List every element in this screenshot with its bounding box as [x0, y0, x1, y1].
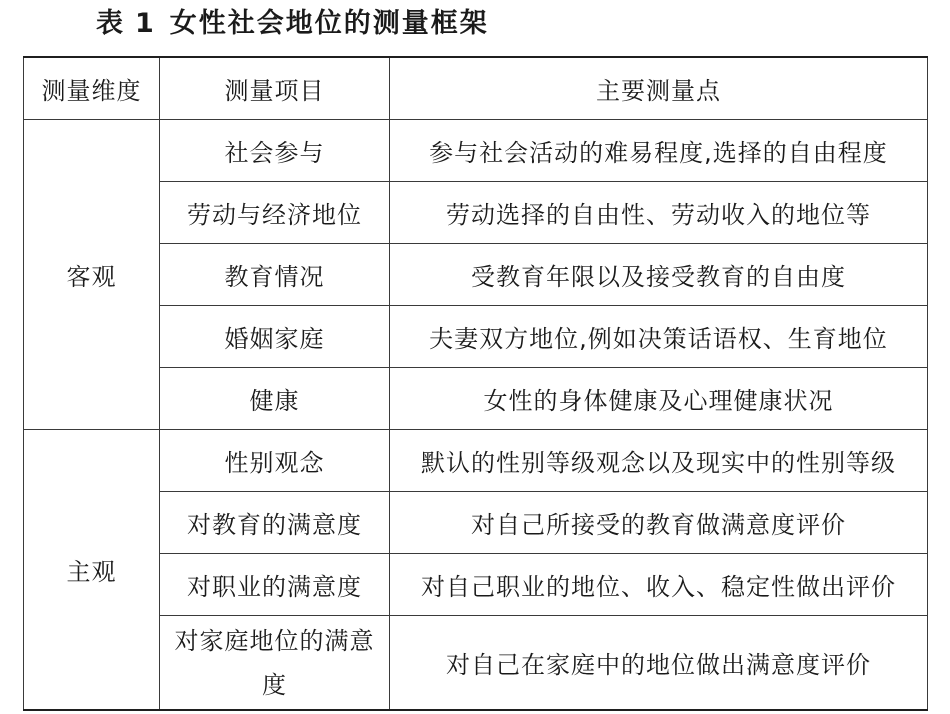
item-cell: 性别观念 [160, 430, 390, 492]
item-cell: 健康 [160, 368, 390, 430]
table-row [24, 306, 928, 368]
point-cell: 女性的身体健康及心理健康状况 [390, 368, 928, 430]
item-cell: 劳动与经济地位 [160, 182, 390, 244]
point-cell: 对自己职业的地位、收入、稳定性做出评价 [390, 554, 928, 616]
header-dimension: 测量维度 [24, 57, 160, 120]
caption-title: 女性社会地位的测量框架 [169, 8, 489, 39]
item-cell: 教育情况 [160, 244, 390, 306]
table-row [24, 554, 928, 616]
dimension-cell-objective: 客观 [24, 120, 160, 430]
dimension-cell-subjective: 主观 [24, 430, 160, 711]
table-caption [96, 4, 489, 44]
caption-number: 1 [135, 8, 156, 39]
table-row [24, 244, 928, 306]
point-cell: 受教育年限以及接受教育的自由度 [390, 244, 928, 306]
point-cell: 劳动选择的自由性、劳动收入的地位等 [390, 182, 928, 244]
table-row [24, 492, 928, 554]
point-cell: 默认的性别等级观念以及现实中的性别等级 [390, 430, 928, 492]
item-cell: 对家庭地位的满意度 [160, 616, 390, 711]
measurement-framework-table [23, 56, 928, 711]
table-header-row [24, 57, 928, 120]
table-row [24, 368, 928, 430]
header-item: 测量项目 [160, 57, 390, 120]
point-cell: 对自己在家庭中的地位做出满意度评价 [390, 616, 928, 711]
table-row [24, 182, 928, 244]
point-cell: 参与社会活动的难易程度,选择的自由程度 [390, 120, 928, 182]
table-row [24, 120, 928, 182]
item-cell: 婚姻家庭 [160, 306, 390, 368]
item-cell: 对职业的满意度 [160, 554, 390, 616]
table-row [24, 430, 928, 492]
table-row [24, 616, 928, 711]
caption-label: 表 [96, 8, 125, 39]
item-cell: 对教育的满意度 [160, 492, 390, 554]
point-cell: 夫妻双方地位,例如决策话语权、生育地位 [390, 306, 928, 368]
item-cell: 社会参与 [160, 120, 390, 182]
point-cell: 对自己所接受的教育做满意度评价 [390, 492, 928, 554]
header-point: 主要测量点 [390, 57, 928, 120]
